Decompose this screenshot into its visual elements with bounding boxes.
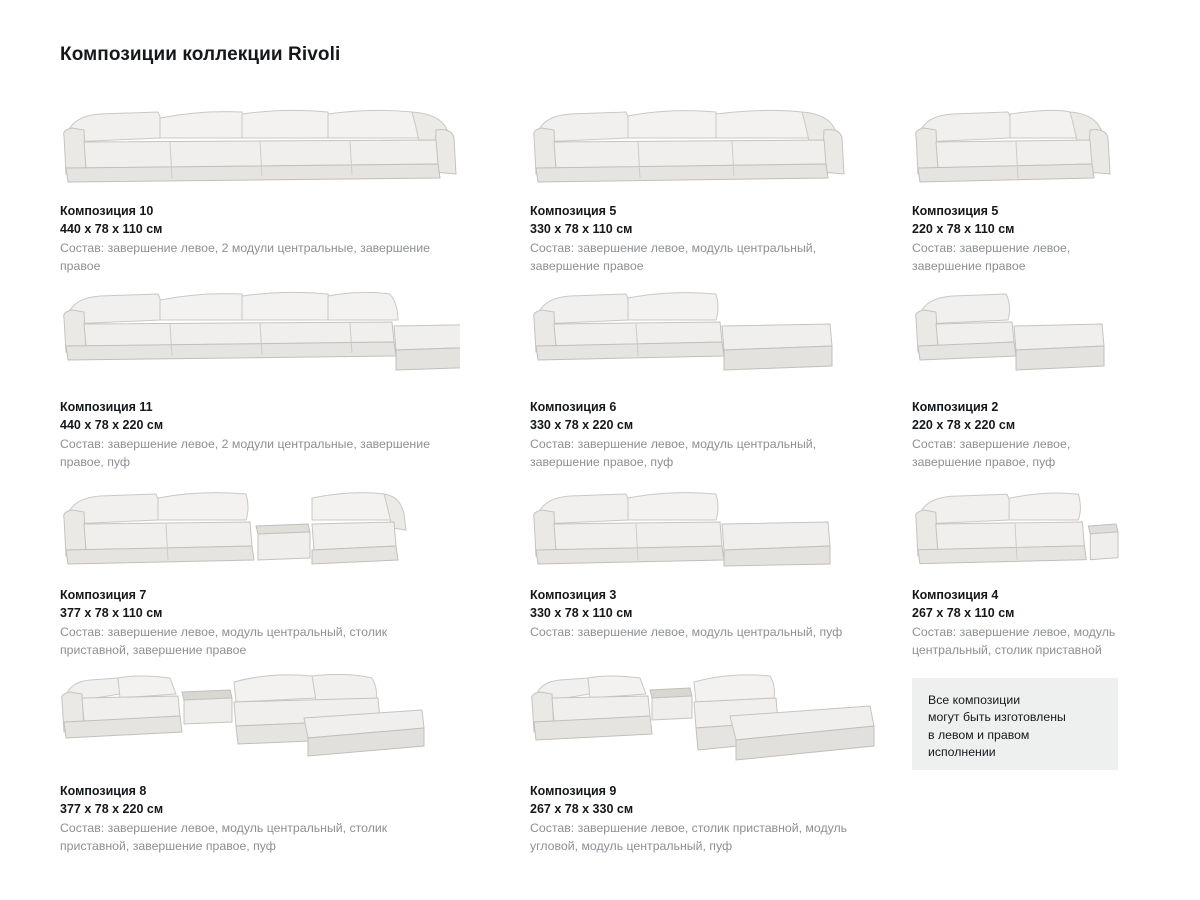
- composition-card-3: [530, 472, 912, 660]
- note-line-3: в левом и правом: [928, 727, 1030, 742]
- composition-card-8: [60, 660, 530, 856]
- composition-dimensions: 220 x 78 x 110 см: [912, 222, 1015, 237]
- composition-title: Композиция 8: [60, 783, 147, 798]
- composition-card-7: [60, 472, 530, 660]
- note-line-4: исполнении: [928, 745, 996, 760]
- composition-title: Композиция 6: [530, 399, 617, 414]
- composition-description: Состав: завершение левое, модуль центральный, столик приставной: [912, 625, 1116, 657]
- composition-description: Состав: завершение левое, модуль центральный, столик приставной, завершение правое, пуф: [60, 820, 388, 853]
- sofa-illustration-3: [530, 472, 894, 572]
- note-box: [912, 678, 1118, 770]
- composition-dimensions: 330 x 78 x 110 см: [530, 222, 633, 237]
- composition-dimensions: 330 x 78 x 110 см: [530, 605, 633, 620]
- composition-title: Композиция 10: [60, 204, 154, 218]
- composition-description: Состав: завершение левое, модуль центральный, завершение правое, пуф: [530, 437, 817, 469]
- sofa-illustration-5-220: [912, 88, 1122, 188]
- sofa-illustration-9: [530, 660, 894, 768]
- composition-description: Состав: завершение левое, 2 модули центральные, завершение правое, пуф: [60, 437, 430, 469]
- sofa-illustration-8: [60, 660, 512, 768]
- composition-description: Состав: завершение левое, завершение правое, пуф: [912, 437, 1071, 469]
- note-line-2: могут быть изготовлены: [928, 710, 1066, 725]
- composition-dimensions: 377 x 78 x 220 см: [60, 801, 164, 816]
- composition-title: Композиция 3: [530, 587, 617, 602]
- compositions-grid: [60, 88, 1140, 856]
- note-line-1: Все композиции: [928, 692, 1021, 707]
- note-cell: [912, 660, 1140, 856]
- composition-card-9: [530, 660, 912, 856]
- page-title: Композиции коллекции Rivoli: [60, 44, 341, 65]
- composition-title: Композиция 11: [60, 399, 153, 414]
- composition-description: Состав: завершение левое, модуль центральный, столик приставной, завершение правое: [60, 625, 388, 657]
- sofa-illustration-5-330: [530, 88, 894, 188]
- composition-dimensions: 377 x 78 x 110 см: [60, 605, 163, 620]
- composition-card-2: [912, 276, 1140, 472]
- composition-card-11: [60, 276, 530, 472]
- composition-card-4: [912, 472, 1140, 660]
- composition-dimensions: 220 x 78 x 220 см: [912, 418, 1016, 433]
- composition-description: Состав: завершение левое, завершение правое: [912, 241, 1071, 274]
- composition-title: Композиция 5: [530, 204, 617, 218]
- composition-card-5-330: [530, 88, 912, 276]
- composition-title: Композиция 7: [60, 587, 147, 602]
- composition-card-10: [60, 88, 530, 276]
- composition-title: Композиция 9: [530, 783, 617, 798]
- composition-dimensions: 267 x 78 x 330 см: [530, 801, 634, 816]
- sofa-illustration-10: [60, 88, 512, 188]
- composition-card-5-220: [912, 88, 1140, 276]
- sofa-illustration-2: [912, 276, 1122, 384]
- composition-dimensions: 330 x 78 x 220 см: [530, 418, 634, 433]
- composition-title: Композиция 2: [912, 399, 999, 414]
- composition-description: Состав: завершение левое, модуль центральный, пуф: [530, 625, 843, 640]
- composition-description: Состав: завершение левое, 2 модули центральные, завершение правое: [60, 241, 430, 274]
- sofa-illustration-4: [912, 472, 1122, 572]
- sofa-illustration-7: [60, 472, 512, 572]
- composition-dimensions: 440 x 78 x 220 см: [60, 418, 164, 433]
- composition-card-6: [530, 276, 912, 472]
- composition-dimensions: 267 x 78 x 110 см: [912, 605, 1015, 620]
- composition-description: Состав: завершение левое, столик приставной, модуль угловой, модуль центральный, пуф: [530, 820, 848, 853]
- composition-title: Композиция 4: [912, 587, 999, 602]
- composition-description: Состав: завершение левое, модуль центральный, завершение правое: [530, 241, 817, 274]
- composition-dimensions: 440 x 78 x 110 см: [60, 222, 163, 237]
- sofa-illustration-11: [60, 276, 512, 384]
- sofa-illustration-6: [530, 276, 894, 384]
- composition-title: Композиция 5: [912, 204, 999, 218]
